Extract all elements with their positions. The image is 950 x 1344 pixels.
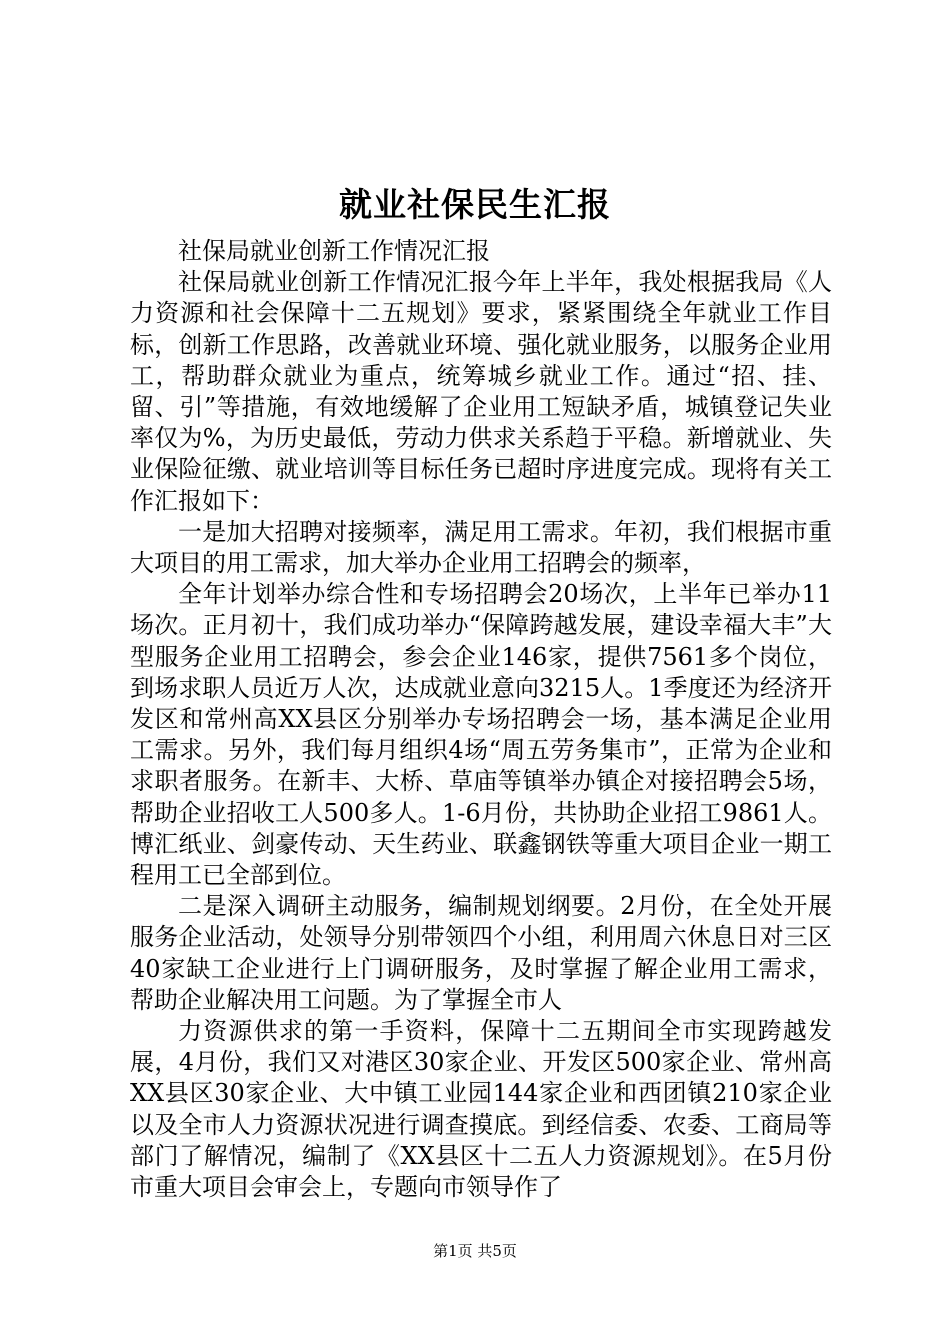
paragraph-point-one: 一是加大招聘对接频率，满足用工需求。年初，我们根据市重大项目的用工需求，加大举办企业用工招聘会的频率， (130, 517, 832, 578)
paragraph-point-one-detail: 全年计划举办综合性和专场招聘会20场次，上半年已举办11场次。正月初十，我们成功举办“保障跨越发展，建设幸福大丰”大型服务企业用工招聘会，参会企业146家，提供7561多个岗位，到场求职人员近万人次，达成就业意向3215人。1季度还为经济开发区和常州高XX县区分别举办专场招聘会一场，基本满足企业用工需求。另外，我们每月组织4场“周五劳务集市”，正常为企业和求职者服务。在新丰、大桥、草庙等镇举办镇企对接招聘会5场，帮助企业招收工人500多人。1-6月份，共协助企业招工9861人。博汇纸业、剑豪传动、天生药业、联鑫钢铁等重大项目企业一期工程用工已全部到位。 (130, 580, 832, 890)
paragraph-point-two: 二是深入调研主动服务，编制规划纲要。2月份，在全处开展服务企业活动，处领导分别带领四个小组，利用周六休息日对三区40家缺工企业进行上门调研服务，及时掌握了解企业用工需求，帮助企业解决用工问题。为了掌握全市人 (130, 892, 832, 1014)
paragraph-point-two-detail: 力资源供求的第一手资料，保障十二五期间全市实现跨越发展，4月份，我们又对港区30家企业、开发区500家企业、常州高XX县区30家企业、大中镇工业园144家企业和西团镇210家企业以及全市人力资源状况进行调查摸底。到经信委、农委、工商局等部门了解情况，编制了《XX县区十二五人力资源规划》。在5月份市重大项目会审会上，专题向市领导作了 (130, 1017, 832, 1202)
paragraph-intro: 社保局就业创新工作情况汇报今年上半年，我处根据我局《人力资源和社会保障十二五规划》要求，紧紧围绕全年就业工作目标，创新工作思路，改善就业环境、强化就业服务，以服务企业用工，帮助群众就业为重点，统筹城乡就业工作。通过“招、挂、留、引”等措施，有效地缓解了企业用工短缺矛盾，城镇登记失业率仅为%，为历史最低，劳动力供求关系趋于平稳。新增就业、失业保险征缴、就业培训等目标任务已超时序进度完成。现将有关工作汇报如下： (130, 268, 832, 515)
page-footer: 第1页 共5页 (433, 1242, 517, 1260)
document-body (130, 236, 832, 1203)
document-title: 就业社保民生汇报 (339, 185, 611, 224)
paragraph-subtitle: 社保局就业创新工作情况汇报 (178, 237, 490, 265)
